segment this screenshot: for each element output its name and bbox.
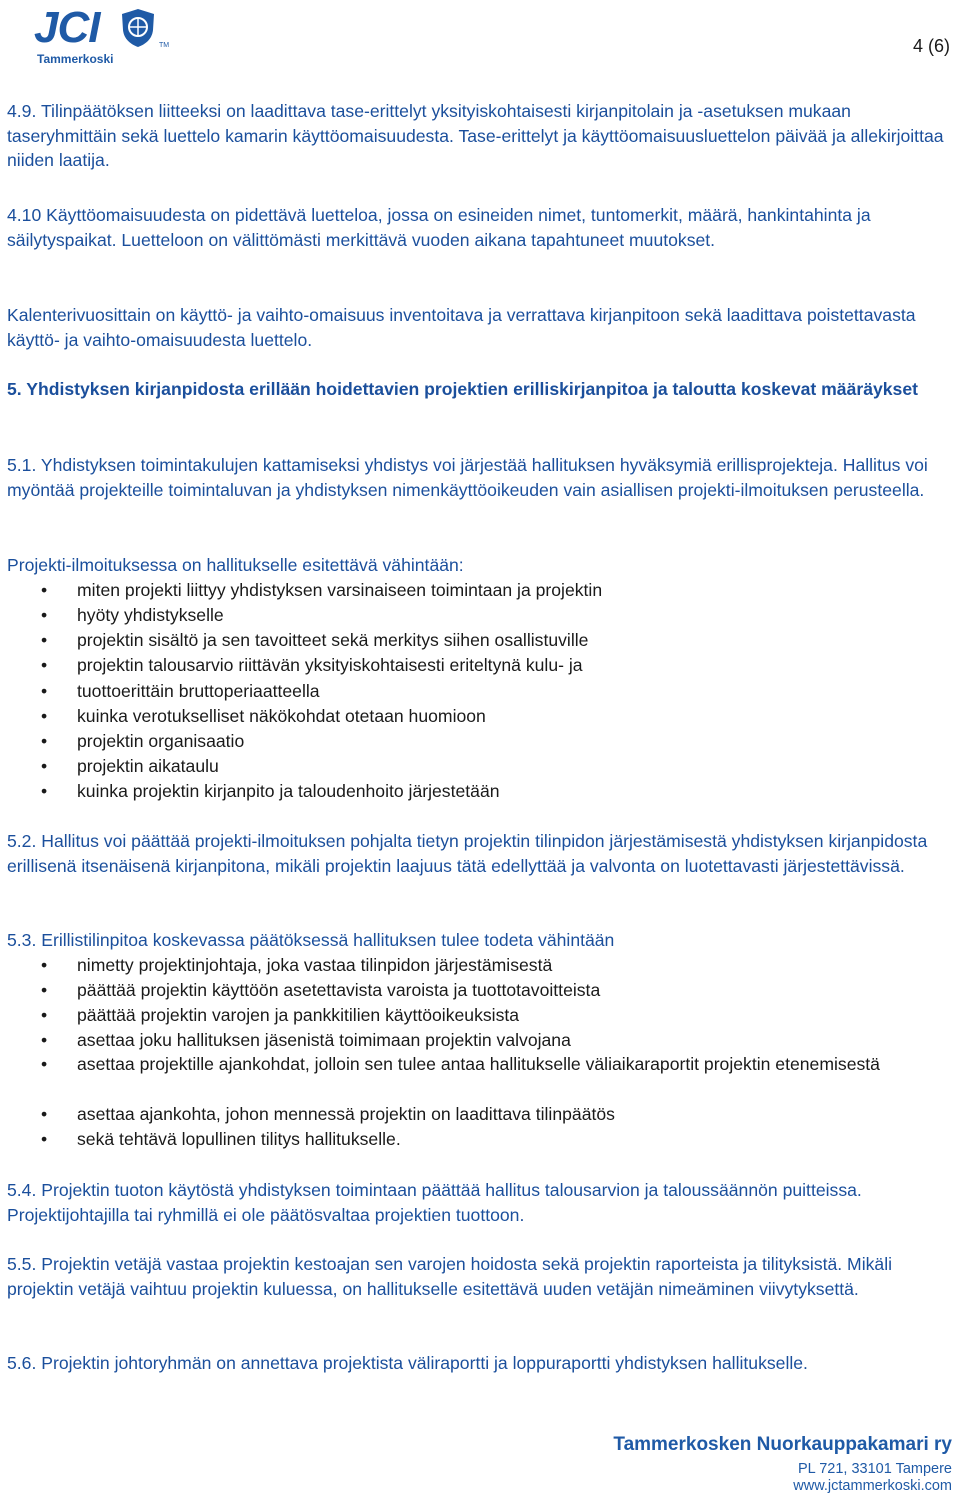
- document-page: JCI TM Tammerkoski 4 (6) 4.9. Tilinpäätöksen liitteeksi on laadittava tase-erittelyt yksityiskohtaisesti kirjanpitolain ja -asetuksen mukaan taseryhmittäin sekä luettelo kamarin käyttöomaisuudesta. Tase-erittelyt ja käyttöomaisuusluettelon päivää ja allekirjoittaa niiden laatija. 4.10 Käyttöomaisuudesta on pidettävä luetteloa, jossa on esineiden nimet, tuntomerkit, määrä, hankintahinta ja säilytyspaikat. Luetteloon on välittömästi merkittävä vuoden aikana tapahtuneet muutokset. Kalenterivuosittain on käyttö- ja vaihto-omaisuus inventoitava ja verrattava kirjanpitoon sekä laadittava poistettavasta käyttö- ja vaihto-omaisuudesta luettelo. 5. Yhdistyksen kirjanpidosta erillään hoidettavien projektien erilliskirjanpitoa ja taloutta koskevat määräykset 5.1. Yhdistyksen toimintakulujen kattamiseksi yhdistys voi järjestää hallituksen hyväksymiä erillisprojekteja. Hallitus voi myöntää projekteille toimintaluvan ja yhdistyksen nimenkäyttöoikeuden vain asiallisen projekti-ilmoituksen perusteella. Projekti-ilmoituksessa on hallitukselle esitettävä vähintään: • miten projekti liittyy yhdistyksen varsinaiseen toimintaan ja projektin • hyöty yhdistykselle • projektin sisältö ja sen tavoitteet sekä merkitys siihen osallistuville • projektin talousarvio riittävän yksityiskohtaisesti eriteltynä kulu- ja • tuottoerittäin bruttoperiaatteella • kuinka verotukselliset näkökohdat otetaan huomioon • projektin organisaatio • projektin aikataulu • kuinka projektin kirjanpito ja taloudenhoito järjestetään 5.2. Hallitus voi päättää projekti-ilmoituksen pohjalta tietyn projektin tilinpidon järjestämisestä yhdistyksen kirjanpidosta erillisenä itsenäisenä kirjanpitona, mikäli projektin laajuus tätä edellyttää ja valvonta on luotettavasti järjestettävissä. 5.3. Erillistilinpitoa koskevassa päätöksessä hallituksen tulee todeta vähintään • nimetty projektinjohtaja, joka vastaa tilinpidon järjestämisestä • päättää projektin käyttöön asetettavista varoista ja tuottotavoitteista • päättää projektin varojen ja pankkitilien käyttöoikeuksista • asettaa joku hallituksen jäsenistä toimimaan projektin valvojana • asettaa projektille ajankohdat, jolloin sen tulee antaa hallitukselle väliaikaraportit projektin etenemisestä • asettaa ajankohta, johon mennessä projektin on laadittava tilinpäätös • sekä tehtävä lopullinen tilitys hallitukselle. 5.4. Projektin tuoton käytöstä yhdistyksen toimintaan päättää hallitus talousarvion ja taloussäännön puitteissa. Projektijohtajilla tai ryhmillä ei ole päätösvaltaa projektien tuottoon. 5.5. Projektin vetäjä vastaa projektin kestoajan sen varojen hoidosta sekä projektin raporteista ja tilityksistä. Mikäli projektin vetäjä vaihtuu projektin kuluessa, on hallitukselle esitettävä uuden vetäjän nimeäminen viivytyksettä. 5.6. Projektin johtoryhmän on annettava projektista väliraportti ja loppuraportti yhdistyksen hallitukselle. Tammerkosken Nuorkauppakamari ry PL 721, 33101 Tampere www.jctammerkoski.com: [7, 3, 952, 1494]
- section-5-3-intro: 5.3. Erillistilinpitoa koskevassa päätöksessä hallituksen tulee todeta vähintään: [7, 930, 615, 950]
- bullet-icon: •: [41, 1005, 48, 1025]
- bullet-icon: •: [41, 1104, 48, 1124]
- footer-address: PL 721, 33101 Tampere: [798, 1461, 952, 1477]
- bullet-icon: •: [41, 756, 48, 776]
- jci-logo: [34, 3, 174, 68]
- bullet-icon: •: [41, 1030, 48, 1050]
- trademark-mark: TM: [159, 42, 170, 49]
- section-4-9-body: Tilinpäätöksen liitteeksi on laadittava tase-erittelyt yksityiskohtaisesti kirjanpitolain ja -asetuksen mukaan taseryhmittäin sekä luettelo kamarin käyttöomaisuudesta. Tase-erittelyt ja käyttöomaisuusluettelon päivää ja allekirjoittaa niiden laatija.: [7, 101, 944, 170]
- footer-org-name: Tammerkosken Nuorkauppakamari ry: [613, 1434, 952, 1455]
- bullet-icon: •: [41, 580, 48, 600]
- bullet-icon: •: [41, 1054, 48, 1074]
- section-5-1: 5.1. Yhdistyksen toimintakulujen kattamiseksi yhdistys voi järjestää hallituksen hyväksymiä erillisprojekteja. Hallitus voi myöntää projekteille toimintaluvan ja yhdistyksen nimenkäyttöoikeuden vain asiallisen projekti-ilmoituksen perusteella.: [7, 455, 928, 500]
- bullet-icon: •: [41, 630, 48, 650]
- bullet-icon: •: [41, 1129, 48, 1149]
- bullet-icon: •: [41, 955, 48, 975]
- section-5-2: 5.2. Hallitus voi päättää projekti-ilmoituksen pohjalta tietyn projektin tilinpidon järjestämisestä yhdistyksen kirjanpidosta erillisenä itsenäisenä kirjanpitona, mikäli projektin laajuus tätä edellyttää ja valvonta on luotettavasti järjestettävissä.: [7, 831, 928, 876]
- section-4-9-text: 4.9.: [7, 101, 37, 121]
- bullet-icon: •: [41, 681, 48, 701]
- section-5-4: 5.4. Projektin tuoton käytöstä yhdistyksen toimintaan päättää hallitus talousarvion ja taloussäännön puitteissa. Projektijohtajilla tai ryhmillä ei ole päätösvaltaa projektien tuottoon.: [7, 1180, 862, 1225]
- shield-icon: [120, 8, 156, 48]
- section-5-heading: 5. Yhdistyksen kirjanpidosta erillään hoidettavien projektien erilliskirjanpitoa ja taloutta koskevat määräykset: [7, 379, 918, 399]
- bullet-icon: •: [41, 605, 48, 625]
- ilmoitus-intro: Projekti-ilmoituksessa on hallitukselle esitettävä vähintään:: [7, 555, 464, 575]
- bullet-icon: •: [41, 706, 48, 726]
- section-4-10-body: Käyttöomaisuudesta on pidettävä luetteloa, jossa on esineiden nimet, tuntomerkit, määrä, hankintahinta ja säilytyspaikat. Luetteloon on välittömästi merkittävä vuoden aikana tapahtuneet muutokset.: [7, 205, 871, 250]
- section-4-10: [7, 203, 953, 252]
- paragraph-kalenteri: Kalenterivuosittain on käyttö- ja vaihto-omaisuus inventoitava ja verrattava kirjanpitoon sekä laadittava poistettavasta käyttö- ja vaihto-omaisuudesta luettelo.: [7, 305, 916, 350]
- page-number: 4 (6): [912, 36, 950, 56]
- bullet-icon: •: [41, 731, 48, 751]
- section-4-10-number: 4.10: [7, 205, 42, 225]
- footer-website-link[interactable]: www.jctammerkoski.com: [793, 1478, 952, 1494]
- section-5-6: 5.6. Projektin johtoryhmän on annettava projektista väliraportti ja loppuraportti yhdistyksen hallitukselle.: [7, 1353, 808, 1373]
- logo-subtext: Tammerkoski: [37, 52, 114, 66]
- bullet-icon: •: [41, 781, 48, 801]
- bullet-icon: •: [41, 655, 48, 675]
- logo-text: JCI: [34, 3, 100, 52]
- section-5-5: 5.5. Projektin vetäjä vastaa projektin kestoajan sen varojen hoidosta sekä projektin raporteista ja tilityksistä. Mikäli projektin vetäjä vaihtuu projektin kuluessa, on hallitukselle esitettävä uuden vetäjän nimeäminen viivytyksettä.: [7, 1254, 893, 1299]
- section-4-9: [7, 99, 953, 173]
- bullet-icon: •: [41, 980, 48, 1000]
